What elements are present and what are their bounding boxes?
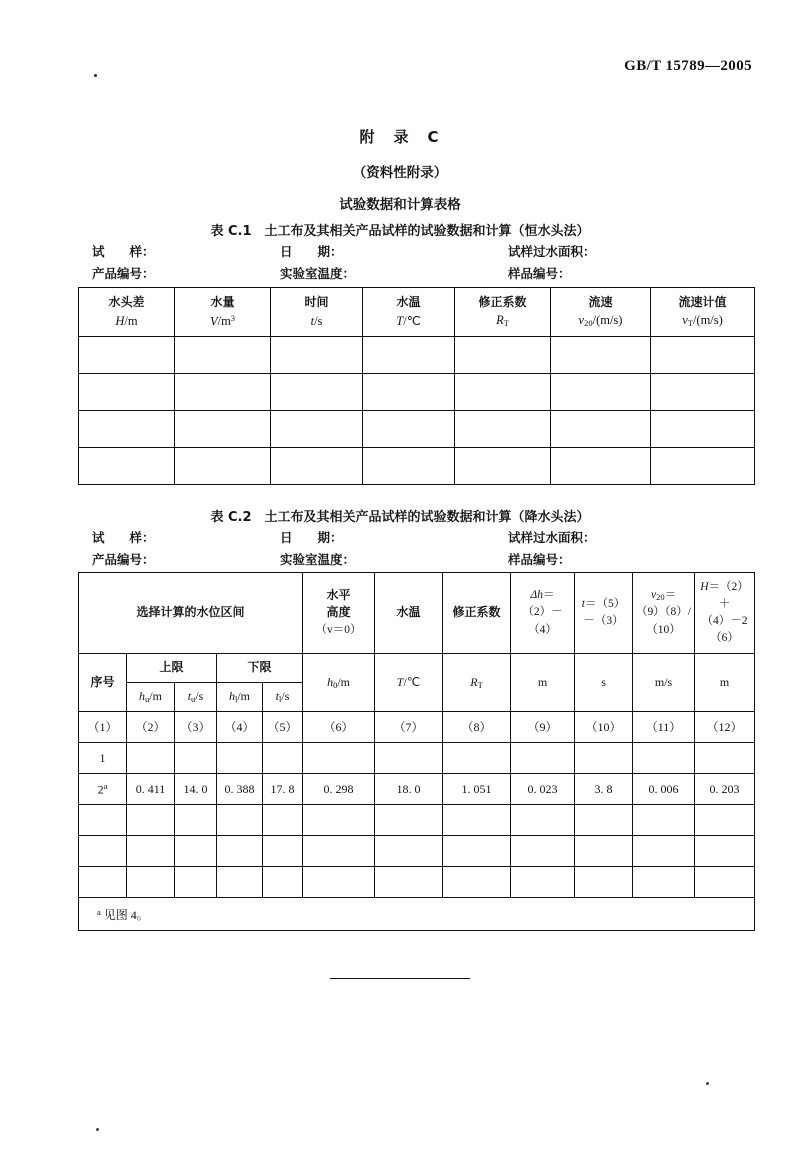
formula-line2: （4）－2（6） xyxy=(701,615,748,645)
table-cell[interactable] xyxy=(263,805,303,836)
table-cell[interactable] xyxy=(455,374,551,411)
subheader-unit-tl: $t_l/s$ xyxy=(263,683,303,712)
table-cell[interactable] xyxy=(443,867,511,898)
table-cell[interactable] xyxy=(363,337,455,374)
table-cell[interactable] xyxy=(511,836,575,867)
table-cell-serial[interactable] xyxy=(79,836,127,867)
table-cell[interactable] xyxy=(651,337,755,374)
table-cell[interactable] xyxy=(127,836,175,867)
table-c2-number-row xyxy=(79,712,755,743)
table-cell[interactable] xyxy=(443,743,511,774)
column-header-unit: $R_T$ xyxy=(496,313,509,329)
formula-line2: （2）－（4） xyxy=(522,606,563,636)
column-header-unit: H/m xyxy=(115,313,138,328)
column-number: （6） xyxy=(303,712,375,743)
field-label-product-no: 产品编号： xyxy=(92,266,155,281)
table-cell[interactable]: 0. 298 xyxy=(303,774,375,805)
footnote-marker-ref: a xyxy=(103,780,108,791)
column-header-label: 水温 xyxy=(396,295,421,310)
field-label-flow-area: 试样过水面积： xyxy=(508,530,596,545)
table-cell[interactable] xyxy=(551,411,651,448)
scan-artifact-dot xyxy=(94,74,97,77)
column-number: （9） xyxy=(511,712,575,743)
subheader-unit-h0: $h_0/m$ xyxy=(303,654,375,712)
table-cell[interactable] xyxy=(175,805,217,836)
group-header-v20 xyxy=(633,573,695,654)
group-header-delta-h xyxy=(511,573,575,654)
column-number: （8） xyxy=(443,712,511,743)
group-header-water-level-range: 选择计算的水位区间 xyxy=(79,573,303,654)
table-row xyxy=(79,836,755,867)
group-header-line3: （v＝0） xyxy=(315,623,362,636)
column-number: （11） xyxy=(633,712,695,743)
table-cell[interactable] xyxy=(271,448,363,485)
table-cell[interactable] xyxy=(263,867,303,898)
table-cell[interactable]: 0. 203 xyxy=(695,774,755,805)
group-header-correction-factor: 修正系数 xyxy=(443,573,511,654)
table-cell[interactable]: 17. 8 xyxy=(263,774,303,805)
table-cell[interactable] xyxy=(263,836,303,867)
table-cell[interactable] xyxy=(217,743,263,774)
table-cell[interactable] xyxy=(511,743,575,774)
table-cell[interactable] xyxy=(633,805,695,836)
subheader-unit-s: s xyxy=(575,654,633,712)
form-row xyxy=(92,260,738,282)
table-c2-group-header-row xyxy=(79,573,755,654)
subheader-unit-hl: $h_l/m$ xyxy=(217,683,263,712)
table-cell[interactable] xyxy=(511,805,575,836)
group-header-water-temp: 水温 xyxy=(375,573,443,654)
field-label-specimen-no: 样品编号： xyxy=(508,552,571,567)
table-cell[interactable] xyxy=(551,337,651,374)
table-cell[interactable] xyxy=(127,743,175,774)
formula-line1: Δh＝ xyxy=(530,589,555,602)
column-number: （12） xyxy=(695,712,755,743)
table-row xyxy=(79,867,755,898)
annex-title: 附 录 C xyxy=(359,128,441,146)
table-row xyxy=(79,411,755,448)
table-cell[interactable] xyxy=(575,743,633,774)
table-cell[interactable] xyxy=(455,411,551,448)
group-header-big-h xyxy=(695,573,755,654)
table-cell-serial[interactable]: 1 xyxy=(79,743,127,774)
table-cell[interactable] xyxy=(375,805,443,836)
table-cell[interactable] xyxy=(363,448,455,485)
column-number: （7） xyxy=(375,712,443,743)
table-c1 xyxy=(78,287,755,485)
subheader-upper-limit: 上限 xyxy=(127,654,217,683)
group-header-line2: 高度 xyxy=(326,605,351,620)
table-cell[interactable] xyxy=(217,805,263,836)
column-header-time xyxy=(271,288,363,337)
table-cell[interactable] xyxy=(303,867,375,898)
table-cell[interactable] xyxy=(443,836,511,867)
subheader-serial: 序号 xyxy=(79,654,127,712)
field-label-sample: 试 样： xyxy=(92,244,155,259)
table-cell[interactable] xyxy=(443,805,511,836)
table-cell[interactable] xyxy=(695,805,755,836)
table-cell[interactable] xyxy=(271,374,363,411)
table-row xyxy=(79,448,755,485)
field-label-lab-temp: 实验室温度： xyxy=(280,266,356,281)
subheader-lower-limit: 下限 xyxy=(217,654,303,683)
column-header-label: 修正系数 xyxy=(478,295,527,310)
field-label-flow-area: 试样过水面积： xyxy=(508,244,596,259)
table-cell[interactable]: 3. 8 xyxy=(575,774,633,805)
table-cell[interactable] xyxy=(575,805,633,836)
table-c2-caption: 表 C.2 土工布及其相关产品试样的试验数据和计算（降水头法） xyxy=(210,510,590,525)
table-cell[interactable] xyxy=(175,743,217,774)
table-cell[interactable] xyxy=(175,448,271,485)
column-number: （1） xyxy=(79,712,127,743)
field-label-date: 日 期： xyxy=(280,244,343,259)
column-number: （10） xyxy=(575,712,633,743)
table-cell[interactable] xyxy=(455,448,551,485)
table-cell[interactable] xyxy=(363,411,455,448)
column-header-unit: $v_{20}/(m/s)$ xyxy=(578,313,623,329)
form-row xyxy=(92,546,738,568)
column-header-unit: $v_T/(m/s)$ xyxy=(682,313,723,329)
table-cell[interactable] xyxy=(175,836,217,867)
formula-line2: （9）（8）/（10） xyxy=(636,606,691,636)
form-row xyxy=(92,238,738,260)
group-header-horizontal-height xyxy=(303,573,375,654)
subheader-unit-m-1: m xyxy=(511,654,575,712)
table-cell[interactable] xyxy=(79,448,175,485)
table-cell[interactable] xyxy=(651,374,755,411)
table-c2-form-fields xyxy=(92,524,738,568)
field-label-sample: 试 样： xyxy=(92,530,155,545)
table-row xyxy=(79,805,755,836)
field-label-product-no: 产品编号： xyxy=(92,552,155,567)
table-cell-serial[interactable] xyxy=(79,774,127,805)
table-cell[interactable]: 1. 051 xyxy=(443,774,511,805)
field-label-date: 日 期： xyxy=(280,530,343,545)
table-cell[interactable] xyxy=(175,867,217,898)
group-header-line1: 水平 xyxy=(326,587,351,602)
scan-artifact-dot-right xyxy=(706,1082,709,1085)
field-label-lab-temp: 实验室温度： xyxy=(280,552,356,567)
table-cell[interactable] xyxy=(263,743,303,774)
table-cell[interactable] xyxy=(79,411,175,448)
table-cell[interactable] xyxy=(375,836,443,867)
footnote-text: 见图 4。 xyxy=(103,907,149,922)
table-cell[interactable] xyxy=(633,743,695,774)
table-c1-header-row xyxy=(79,288,755,337)
column-header-head-difference xyxy=(79,288,175,337)
column-number: （3） xyxy=(175,712,217,743)
table-cell[interactable] xyxy=(551,448,651,485)
table-cell[interactable]: 0. 023 xyxy=(511,774,575,805)
column-header-label: 水头差 xyxy=(108,295,145,310)
group-header-t xyxy=(575,573,633,654)
table-cell[interactable]: 14. 0 xyxy=(175,774,217,805)
column-header-label: 流速计值 xyxy=(678,295,727,310)
table-cell[interactable] xyxy=(363,374,455,411)
subheader-unit-rt: $R_T$ xyxy=(443,654,511,712)
column-header-unit: T/℃ xyxy=(396,313,421,328)
column-header-label: 水量 xyxy=(210,295,235,310)
table-cell[interactable] xyxy=(79,337,175,374)
table-cell[interactable] xyxy=(455,337,551,374)
annex-subtitle-secondary: 试验数据和计算表格 xyxy=(339,197,461,213)
column-number: （4） xyxy=(217,712,263,743)
serial-value: 2 xyxy=(97,782,104,797)
table-cell[interactable] xyxy=(271,337,363,374)
scan-artifact-dot-lower xyxy=(96,1128,99,1131)
table-c2 xyxy=(78,572,755,931)
table-row xyxy=(79,374,755,411)
table-row xyxy=(79,743,755,774)
column-header-label: 时间 xyxy=(304,295,329,310)
table-cell[interactable] xyxy=(175,374,271,411)
table-cell[interactable] xyxy=(375,867,443,898)
table-cell[interactable] xyxy=(375,743,443,774)
table-cell[interactable] xyxy=(271,411,363,448)
standard-code-header: GB/T 15789—2005 xyxy=(624,58,752,74)
annex-heading-block xyxy=(0,126,800,213)
table-cell[interactable]: 0. 388 xyxy=(217,774,263,805)
table-cell[interactable]: 0. 006 xyxy=(633,774,695,805)
formula-line2: －（3） xyxy=(583,615,624,627)
table-footnote xyxy=(79,898,755,931)
table-cell[interactable] xyxy=(217,836,263,867)
column-header-correction-factor xyxy=(455,288,551,337)
column-number: （2） xyxy=(127,712,175,743)
formula-line1: H＝（2）＋ xyxy=(700,580,749,610)
table-cell[interactable] xyxy=(695,743,755,774)
column-header-unit: t/s xyxy=(310,313,323,328)
table-cell[interactable] xyxy=(695,836,755,867)
table-cell[interactable] xyxy=(575,836,633,867)
subheader-unit-tu: $t_u/s$ xyxy=(175,683,217,712)
table-row xyxy=(79,337,755,374)
subheader-unit-ms: m/s xyxy=(633,654,695,712)
table-cell[interactable] xyxy=(303,743,375,774)
subheader-unit-m-2: m xyxy=(695,654,755,712)
annex-subtitle: （资料性附录） xyxy=(352,165,448,181)
form-row xyxy=(92,524,738,546)
table-c1-caption: 表 C.1 土工布及其相关产品试样的试验数据和计算（恒水头法） xyxy=(210,224,590,239)
column-header-water-temp xyxy=(363,288,455,337)
table-cell[interactable] xyxy=(303,836,375,867)
table-cell[interactable] xyxy=(633,867,695,898)
subheader-unit-temp: T/℃ xyxy=(375,654,443,712)
page-bottom-rule xyxy=(330,978,470,979)
table-cell[interactable] xyxy=(551,374,651,411)
table-cell-serial[interactable] xyxy=(79,805,127,836)
column-header-unit: $V/m^3$ xyxy=(209,312,236,328)
column-header-label: 流速 xyxy=(588,295,613,310)
table-cell[interactable]: 0. 411 xyxy=(127,774,175,805)
footnote-marker: a xyxy=(97,906,101,917)
table-cell[interactable] xyxy=(511,867,575,898)
formula-line1: t＝（5） xyxy=(581,597,626,610)
table-cell[interactable] xyxy=(217,867,263,898)
table-cell[interactable] xyxy=(127,867,175,898)
column-header-measured-velocity xyxy=(651,288,755,337)
table-cell[interactable] xyxy=(651,411,755,448)
table-cell[interactable] xyxy=(303,805,375,836)
table-cell[interactable] xyxy=(695,867,755,898)
table-c2-footnote-row xyxy=(79,898,755,931)
table-cell[interactable] xyxy=(127,805,175,836)
column-header-water-volume xyxy=(175,288,271,337)
table-cell[interactable] xyxy=(633,836,695,867)
table-cell[interactable] xyxy=(651,448,755,485)
column-number: （5） xyxy=(263,712,303,743)
table-cell[interactable]: 18. 0 xyxy=(375,774,443,805)
table-cell[interactable] xyxy=(175,411,271,448)
field-label-specimen-no: 样品编号： xyxy=(508,266,571,281)
table-cell[interactable] xyxy=(175,337,271,374)
table-cell-serial[interactable] xyxy=(79,867,127,898)
table-c2-limit-header-row xyxy=(79,654,755,683)
table-c1-form-fields xyxy=(92,238,738,282)
table-row xyxy=(79,774,755,805)
table-cell[interactable] xyxy=(575,867,633,898)
formula-line1: $v_{20}=$ xyxy=(650,589,677,603)
subheader-unit-hu: $h_u/m$ xyxy=(127,683,175,712)
table-cell[interactable] xyxy=(79,374,175,411)
column-header-velocity xyxy=(551,288,651,337)
